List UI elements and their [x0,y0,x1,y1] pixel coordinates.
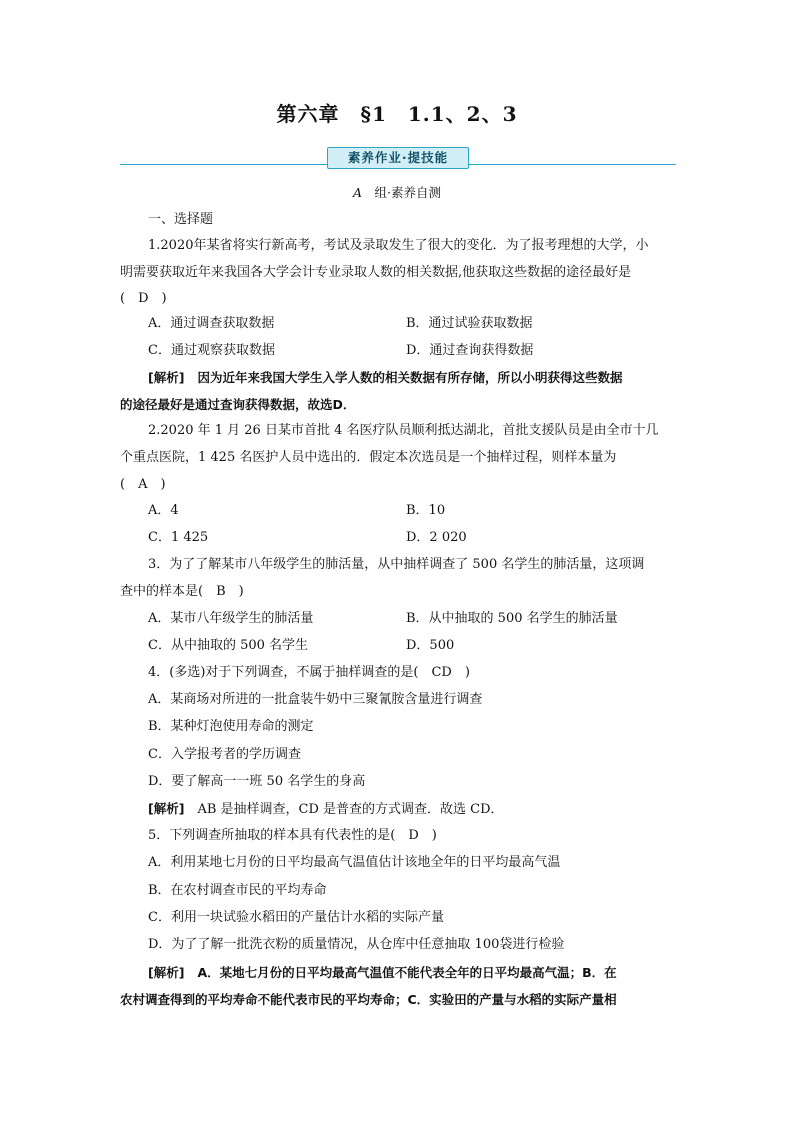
q5-analysis-label: [解析] [148,965,185,980]
q4-option-a: A．某商场对所进的一批盒装牛奶中三聚氰胺含量进行调查 [148,692,483,707]
q5-option-d: D．为了了解一批洗衣粉的质量情况，从仓库中任意抽取 100袋进行检验 [148,937,565,952]
q2-stem-line2: 个重点医院，1 425 名医护人员中选出的．假定本次选员是一个抽样过程，则样本量为 [120,450,617,465]
q5-option-b: B．在农村调查市民的平均寿命 [148,883,327,898]
q1-option-b: B．通过试验获取数据 [406,316,533,331]
q2-option-c: C．1 425 [148,530,209,545]
q1-option-c: C．通过观察获取数据 [148,343,275,358]
q2-option-d: D．2 020 [406,530,467,545]
q3-option-d: D．500 [406,638,455,653]
q5-option-a: A．利用某地七月份的日平均最高气温值估计该地全年的日平均最高气温 [148,855,561,870]
q4-analysis-label: [解析] [148,801,185,816]
q5-analysis-line1: A．某地七月份的日平均最高气温值不能代表全年的日平均最高气温；B．在 [197,965,617,980]
q1-analysis-line1: 因为近年来我国大学生入学人数的相关数据有所存储，所以小明获得这些数据 [197,370,623,385]
q4-option-b: B．某种灯泡使用寿命的测定 [148,719,314,734]
q4-analysis-text: AB 是抽样调查，CD 是普查的方式调查．故选 CD． [197,802,504,817]
q3-option-c: C．从中抽取的 500 名学生 [148,638,309,653]
q1-analysis [148,369,622,388]
section-label: 一、选择题 [148,212,214,227]
q4-analysis [148,800,504,819]
group-title [0,183,794,201]
section-badge: 素养作业·提技能 [327,147,469,169]
q3-stem-line1: 3．为了了解某市八年级学生的肺活量，从中抽样调查了 500 名学生的肺活量，这项调 [148,557,645,572]
q5-option-c: C．利用一块试验水稻田的产量估计水稻的实际产量 [148,910,444,925]
q5-analysis [148,964,617,983]
q5-analysis-line2: 农村调查得到的平均寿命不能代表市民的平均寿命；C．实验田的产量与水稻的实际产量相 [120,992,617,1007]
q4-stem: 4．(多选)对于下列调查，不属于抽样调查的是( CD ) [148,665,470,680]
q2-option-b: B．10 [406,503,446,518]
q5-stem: 5．下列调查所抽取的样本具有代表性的是( D ) [148,828,437,843]
page-title: 第六章 §1 1.1、2、3 [276,102,518,126]
q1-analysis-label: [解析] [148,370,185,385]
group-title-text: 组·素养自测 [374,185,442,200]
q1-analysis-line2: 的途径最好是通过查询获得数据，故选D． [120,397,356,412]
q3-option-b: B．从中抽取的 500 名学生的肺活量 [406,611,618,626]
q2-option-a: A．4 [148,503,179,518]
q2-stem-line1: 2.2020 年 1 月 26 日某市首批 4 名医疗队员顺利抵达湖北，首批支援队员是由全市十几 [148,423,659,438]
q1-answer: ( D ) [120,291,167,306]
group-letter: A [352,185,363,200]
q3-option-a: A．某市八年级学生的肺活量 [148,611,314,626]
q4-option-d: D．要了解高一一班 50 名学生的身高 [148,774,366,789]
q3-stem-line2: 查中的样本是( B ) [120,584,244,599]
q2-answer: ( A ) [120,477,166,492]
q1-option-a: A．通过调查获取数据 [148,316,275,331]
q4-option-c: C．入学报考者的学历调查 [148,747,301,762]
q1-stem-line2: 明需要获取近年来我国各大学会计专业录取人数的相关数据,他获取这些数据的途径最好是 [120,265,632,280]
q1-stem-line1: 1.2020年某省将实行新高考，考试及录取发生了很大的变化．为了报考理想的大学，小 [148,238,649,253]
q1-option-d: D．通过查询获得数据 [406,343,534,358]
